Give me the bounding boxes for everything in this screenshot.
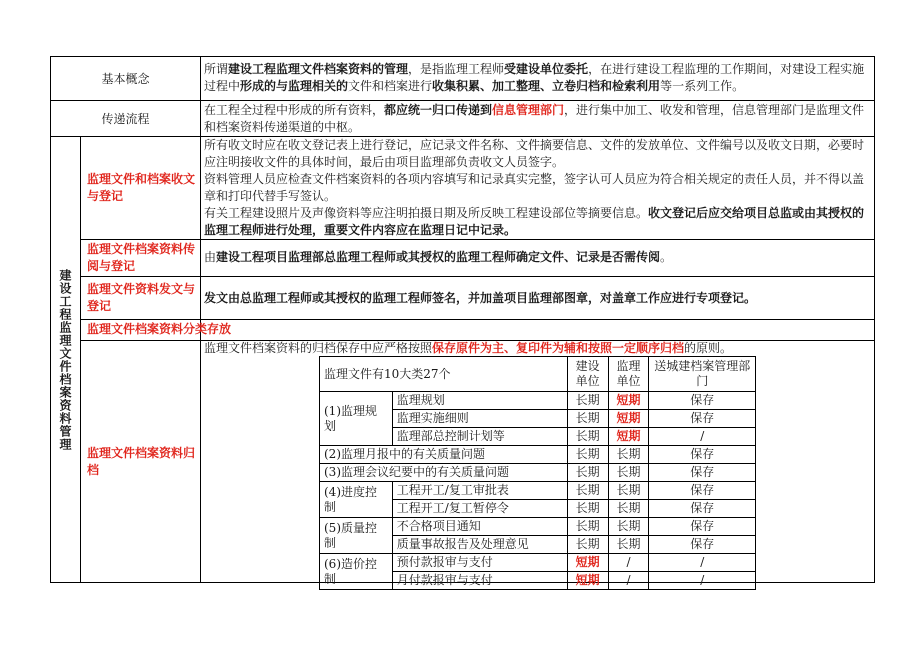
flow-content (204, 102, 870, 136)
text: 有关工程建设照片及声像资料等应注明拍摄日期及所反映工程建设部位等摘要信息。 (204, 206, 649, 220)
paragraph: 资料管理人员应检查文件档案资料的各项内容填写和记录真实完整，签字认可人员应为符合相关规定的责任人员，并不得以盖章和打印代替手写签认。 (204, 172, 865, 203)
text-red: 保存原件为主、复印件为辅和按照一定顺序归档 (432, 341, 685, 355)
cell: 保存 (649, 392, 756, 410)
cell: / (649, 554, 756, 572)
cell: 保存 (649, 482, 756, 500)
classify-label-text: 监理文件档案资料分类存放 (87, 322, 232, 336)
text-bold: 受建设单位委托 (504, 62, 589, 76)
archive-label (81, 341, 200, 583)
text-bold: 收文登记后应交给项目总监或由其授权的监理工程师进行处理，重要文件内容应在监理日记中记录。 (204, 206, 865, 237)
group-cell: (1)监理规划 (320, 392, 393, 446)
cell: 长期 (567, 500, 608, 518)
cell: 长期 (567, 518, 608, 536)
text-bold: 建设工程监理文件档案资料的管理 (228, 62, 409, 76)
header-col: 建设单位 (567, 357, 608, 392)
cell: 长期 (608, 536, 649, 554)
table-row (320, 554, 756, 572)
flow-label (51, 101, 200, 136)
paragraph: 所有收文时应在收文登记表上进行登记，应记录文件名称、文件摘要信息、文件的发放单位、文件编号以及收文日期，必要时应注明接收文件的具体时间，最后由项目监理部负责收文人员签字。 (204, 138, 865, 169)
dispatch-content: 发文由总监理工程师或其授权的监理工程师签名，并加盖项目监理部图章，对盖章工作应进行专项登记。 (204, 291, 757, 305)
header-title: 监理文件有10大类27个 (320, 357, 568, 392)
text: 监理文件档案资料的归档保存中应严格按照 (204, 341, 433, 355)
cell: 长期 (567, 392, 608, 410)
text-bold: 建设工程项目监理部总监理工程师或其授权的监理工程师确定文件、记录是否需传阅 (216, 250, 661, 264)
dispatch-label-text: 监理文件资料发文与登记 (87, 282, 196, 313)
side-title-text: 建设工程监理文件档案资料管理 (58, 269, 72, 451)
cell: / (649, 572, 756, 590)
cell: / (608, 554, 649, 572)
text: ，在进行建设工程监理的工作期间，对建设工程实施过程中 (204, 62, 865, 93)
header-col: 送城建档案管理部门 (649, 357, 756, 392)
header-col: 监理单位 (608, 357, 649, 392)
text-red: 信息管理部门 (492, 103, 565, 117)
basic-concept-content (204, 61, 870, 95)
text: ，进行集中加工、收发和管理，信息管理部门是监理文件和档案资料传递渠道的中枢。 (204, 103, 865, 134)
cell: 保存 (649, 536, 756, 554)
cell: 长期 (567, 410, 608, 428)
text-bold: 都应统一归口传递到 (384, 103, 493, 117)
table-row (320, 518, 756, 536)
text: ，是指监理工程师 (408, 62, 505, 76)
cell: 长期 (567, 536, 608, 554)
cell: 保存 (649, 410, 756, 428)
flow-label-text: 传递流程 (101, 112, 150, 126)
text-bold: 收集积累、加工整理、立卷归档和检索利用 (432, 79, 661, 93)
cell: 长期 (608, 464, 649, 482)
archive-label-text: 监理文件档案资料归档 (87, 446, 196, 477)
text: 等一系列工作。 (660, 79, 745, 93)
cell-highlight: 短期 (608, 410, 649, 428)
text: 在工程全过程中形成的所有资料， (204, 103, 385, 117)
cell: / (608, 572, 649, 590)
cell: 长期 (608, 518, 649, 536)
circulate-label (81, 240, 200, 276)
basic-concept-label-text: 基本概念 (101, 72, 150, 86)
archive-content (204, 340, 870, 357)
cell: 保存 (649, 446, 756, 464)
item-cell: 不合格项目通知 (392, 518, 567, 536)
group-cell: (6)造价控制 (320, 554, 393, 590)
text-bold: 形成的与监理相关的 (240, 79, 349, 93)
cell: 长期 (567, 428, 608, 446)
item-cell: 监理规划 (392, 392, 567, 410)
item-cell: 工程开工/复工暂停令 (392, 500, 567, 518)
circulate-content (204, 249, 870, 266)
receive-content (204, 137, 870, 239)
paragraph (204, 205, 870, 239)
cell: 长期 (567, 464, 608, 482)
cell: 长期 (567, 446, 608, 464)
basic-concept-label (51, 57, 200, 100)
cell: 长期 (567, 482, 608, 500)
cell: 保存 (649, 500, 756, 518)
circulate-label-text: 监理文件档案资料传阅与登记 (87, 242, 196, 273)
text: 所谓 (204, 62, 229, 76)
table-row (320, 446, 756, 464)
cell-highlight: 短期 (608, 428, 649, 446)
item-cell: 月付款报审与支付 (392, 572, 567, 590)
group-cell: (5)质量控制 (320, 518, 393, 554)
group-cell: (2)监理月报中的有关质量问题 (320, 446, 568, 464)
receive-label (81, 137, 200, 239)
cell-highlight: 短期 (608, 392, 649, 410)
dispatch-label (81, 277, 200, 319)
item-cell: 监理实施细则 (392, 410, 567, 428)
cell-highlight: 短期 (567, 554, 608, 572)
text: 文件和档案进行 (348, 79, 433, 93)
cell: 保存 (649, 464, 756, 482)
item-cell: 质量事故报告及处理意见 (392, 536, 567, 554)
text: 的原则。 (684, 341, 733, 355)
archive-table (319, 356, 756, 590)
receive-label-text: 监理文件和档案收文与登记 (87, 172, 196, 203)
cell-highlight: 短期 (567, 572, 608, 590)
group-cell: (3)监理会议纪要中的有关质量问题 (320, 464, 568, 482)
cell: 长期 (608, 446, 649, 464)
cell: / (649, 428, 756, 446)
classify-label (81, 320, 381, 340)
cell: 长期 (608, 500, 649, 518)
table-row (320, 392, 756, 410)
group-cell: (4)进度控制 (320, 482, 393, 518)
item-cell: 监理部总控制计划等 (392, 428, 567, 446)
text: 。 (660, 250, 673, 264)
item-cell: 预付款报审与支付 (392, 554, 567, 572)
cell: 长期 (608, 482, 649, 500)
text: 由 (204, 250, 217, 264)
table-row (320, 482, 756, 500)
side-title (51, 137, 80, 583)
table-row (320, 464, 756, 482)
table-header (320, 357, 756, 392)
cell: 保存 (649, 518, 756, 536)
item-cell: 工程开工/复工审批表 (392, 482, 567, 500)
